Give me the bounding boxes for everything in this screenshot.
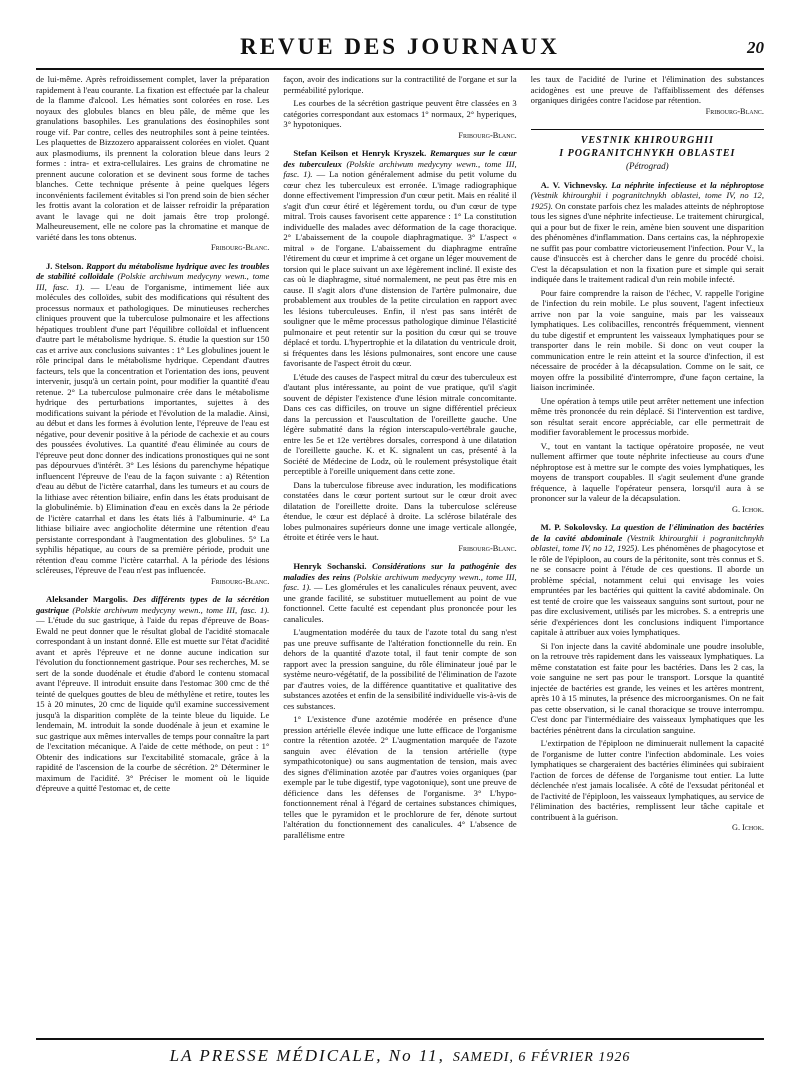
footer-date: SAMEDI, 6 FÉVRIER 1926 [452, 1050, 631, 1065]
paragraph: L'augmentation modérée du taux de l'azote total du sang n'est pas une preuve suffisante de l'altération fonctionnelle du rein. En dehors de la quantité d'azote total, il faut tenir compte de son rapport avec la pression sanguine, du rôle éliminateur joué par le système neuro-végétatif, de la possibilité de l'élimination de l'azote par d'autres voies, de la différence quantitative et qualitative des substances azotées et enfin de la sensibilité individuelle vis-à-vis de ces substances. [283, 627, 517, 711]
column-middle [283, 74, 516, 1036]
signature: Fribourg-Blanc. [211, 243, 270, 252]
signature: G. Ichok. [732, 504, 764, 514]
article-sochanski [283, 561, 516, 624]
journal-section-heading [531, 129, 764, 172]
article-source: (Polskie archiwum medycyny wewn., tome III, fasc. 1). [36, 271, 270, 292]
article-author: Aleksander Margolis. [46, 594, 128, 604]
section-city: (Pétrograd) [625, 161, 669, 171]
article-title: Remarques sur le cœur des tuberculeux [283, 148, 517, 169]
article-author: J. Stelson. [46, 260, 84, 271]
article-stelson [36, 261, 269, 576]
article-vichnevsky [531, 180, 764, 285]
page-header [36, 0, 764, 70]
paragraph: 1° L'existence d'une azotémie modérée en présence d'une pression artérielle élevée indique une lutte efficace de l'organisme contre la rétention azotée. 2° L'augmentation marquée de l'azote sanguin avec élévation de la tension artérielle (type sympathicotonique) ou sans augmentation de tension, mais avec des signes d'élimination azotée par d'autres voies organiques (par exemple par le tube digestif, type vagotonique), sont une preuve de déficience dans les défenses de l'organisme. 3° L'hypo-fonctionnement rénal à l'égard de certaines substances chimiques, telles que le pyramidon et le prochlorure de fer, dénote surtout l'altération du fonctionnement des canalicules. 4° L'absence de parallélisme entre [283, 714, 517, 840]
section-title-line2: I POGRANITCHNYKH OBLASTEI [559, 147, 736, 159]
article-title: Rapport du métabolisme hydrique avec les troubles de stabilité colloïdale [36, 260, 270, 281]
article-author: Stefan Keilson et Henryk Kryszek. [293, 148, 427, 158]
paragraph: les taux de l'acidité de l'urine et l'élimination des substances acidogènes est une preuve de l'affaiblissement des défenses organiques dirigées contre l'acidose par rétention. [530, 74, 764, 105]
paragraph: Une opération à temps utile peut arrêter nettement une infection même très prononcée du rein déplacé. Si l'intervention est tardive, son résultat serait encore appréciable, car elle permettrait de modifier favorablement le processus morbide. [530, 395, 764, 437]
article-title: Considérations sur la pathogénie des maladies des reins [283, 561, 517, 582]
paragraph: L'étude des causes de l'aspect mitral du cœur des tuberculeux est d'autant plus intéressante, au point de vue pratique, qu'il s'agit souvent de dépister l'existence d'une lésion mitrale concomitante. Dans ces cas difficiles, on trouve un signe différentiel précieux dans la percussion et l'auscultation de l'oreillette gauche. Une légère submatité dans la région interscapulo-vertébrale gauche, entre les 5e et 12e vertèbres dorsales, correspond à une dilatation de l'oreillette gauche. K. et K. signalent un cas, présenté à la Société de Médecine de Lodz, où le roulement présystolique était perceptible à l'oreille uniquement dans cette zone. [283, 371, 517, 476]
page-footer [36, 1038, 764, 1066]
paragraph: Dans la tuberculose fibreuse avec induration, les modifications constatées dans le cœur portent surtout sur le cœur droit avec dilatation de l'oreillette droite. Dans la tuberculose scléreuse étendue, le cœur est déplacé à droite. La sclérose bilatérale des lobes pulmonaires supérieurs donne une image verticale allongée, étroite et étirée vers le haut. [283, 479, 517, 542]
article-source: (Vestnik khirourghii i pogranitchnykh oblastei, tome IV, no 12, 1925). [530, 190, 764, 211]
column-left [36, 74, 269, 1036]
article-title: Des différents types de la sécrétion gastrique [36, 594, 270, 615]
paragraph: Pour faire comprendre la raison de l'échec, V. rappelle l'origine de l'infection du rein mobile. Le plus souvent, l'agent infectieux arrive non par la voie sanguine, mais par les vaisseaux lymphatiques. Les colibacilles, rencontrés fréquemment, viennent du tube digestif et empruntent les vaisseaux lymphatiques pour se transporter dans le rein mobile. Si donc on veut couper la communication entre le rein atteint et la source d'infection, il est nécessaire de procéder à la décapsulation. Comme on le sait, ce moyen offre la possibilité d'interrompre, d'une façon certaine, la liaison incriminée. [530, 287, 764, 392]
section-title-line1: VESTNIK KHIROURGHII [531, 129, 764, 147]
article-body: — Les glomérules et les canalicules rénaux peuvent, avec une grande facilité, se substituer mutuellement au point de vue fonctionnel. Cette faculté est cependant plus prononcée pour les canalicules. [283, 582, 517, 624]
article-body: — La notion généralement admise du petit volume du cœur chez les tuberculeux est erronée. L'image radiographique donne effectivement l'impression d'un cœur petit. Mais en réalité il s'agit d'un cœur étiré et légèrement tordu, ou d'un cœur de type mitral. Trois causes favorisent cette apparence : 1° La constitution individuelle des malades avec déformation de la cage thoracique. 2° L'abaissement de la coupole diaphragmatique. 3° L'aspect « mitral » de l'organe. L'abaissement du diaphragme entraîne l'étirement du cœur et imprime à cet organe un léger mouvement de torsion qui le place suivant un axe légèrement incliné. Il existe des cas où le diaphragme, situé normalement, ne peut pas être mis en cause. Il s'agit alors d'une distension de l'artère pulmonaire, due probablement aux troubles de la petite circulation en rapport avec les lésions tuberculeuses. Enfin, il n'est pas sans intérêt de souligner que le même processus pathologique diminue l'élasticité pulmonaire et peut retentir sur la position du cœur qui se trouve déplacé et tordu. L'hypertrophie et la dilatation du ventricule droit, si fréquentes dans les lésions pulmonaires, sont encore une cause favorisante de l'aspect étroit du cœur. [283, 169, 517, 368]
article-source: (Polskie archiwum medycyny wewn., tome III, fasc. 1). [72, 604, 270, 615]
article-author: M. P. Sokolovsky. [540, 522, 608, 532]
signature: Fribourg-Blanc. [211, 576, 270, 586]
column-right [531, 74, 764, 1036]
paragraph: V., tout en vantant la tactique opératoire proposée, ne veut nullement affirmer que toute néphrite infectieuse au cours d'une néphroptose est à mettre sur le compte des voies lymphatiques, les moyens de transport coupables. Il s'agit seulement d'une grande fréquence, à laquelle l'opérateur pensera, lorsqu'il aura à se prononcer sur la valeur de la décapsulation. [530, 440, 764, 503]
page-number: 20 [747, 38, 764, 57]
article-source: (Polskie archiwum medycyny wewn., tome III, fasc. 1). [283, 158, 517, 179]
article-body: Les phénomènes de phagocytose et le rôle de l'épiploon, au cours de la péritonite, sont très connus et S. ne se consacre point à l'étude de ces questions. Il aborde un problème spécial, notamment celui qui envisage les voies empruntées par les bactéries qui quittent la cavité abdominale. On est tenté de croire que les vaisseaux sanguins sont surtout, pour ne pas dire exclusivement, utilisés par les microbes. S. a entrepris une série d'expériences dont les conclusions indiquent l'importance capitale à attribuer aux voies lymphatiques. [530, 543, 764, 637]
footer-journal: LA PRESSE MÉDICALE, No 11, [169, 1046, 445, 1065]
running-title: REVUE DES JOURNAUX [240, 34, 560, 59]
article-source: (Polskie archiwum medycyny wewn., tome III, fasc. 1). [283, 571, 517, 592]
paragraph: façon, avoir des indications sur la contractilité de l'organe et sur la perméabilité pylorique. [283, 74, 517, 95]
article-title: La néphrite infectieuse et la néphroptose [611, 179, 764, 190]
paragraph: L'extirpation de l'épiploon ne diminuerait nullement la capacité de l'organisme de lutter contre l'infection abdominale. Les voies lymphatiques se chargeraient des bactéries éliminées qui subiraient l'action de forces de défense de l'organisme tout entier. La lutte déclenchée n'est jamais localisée. A côté de l'exsudat péritonéal et de l'activité de l'épiploon, les vaisseaux lymphatiques, au service de l'élimination des bactéries, remplissent leur tâche capitale et contribuent à la guérison. [530, 738, 764, 822]
article-margolis [36, 594, 269, 794]
paragraph: de lui-même. Après refroidissement complet, laver la préparation rapidement à l'eau courante. La fixation est effectuée par la chaleur de la flamme d'alcool. Les hématies sont colorées en rose. Les noyaux des globules blancs en bleu pâle, de même que les granulations basophiles. Les granulations des éosinophiles sont rouge vif. Par contre, celles des neutrophiles sont à peine teintées. Les plaquettes de Bizzozero apparaissent colorées en violet. Quant aux plasmodiums, ils prennent la coloration bleue dans leurs 2 formes : intra- et extra-cellulaires. Les grains de chromatine ne prennent aucune coloration et se devinent sous forme de taches blanches. Cette technique présente à peine quelques légers inconvénients facilement évitables si l'on prend soin de bien sécher les frottis avant la coloration et de laisser refroidir la préparation avant le lavage qui ne doit jamais être trop prolongé. Malheureusement, elle ne colore pas la chromatine et manque de variété dans les tons obtenus. [36, 74, 270, 242]
article-keilson [283, 148, 516, 369]
article-author: Henryk Sochanski. [293, 561, 367, 571]
article-sokolovsky [531, 522, 764, 638]
article-source: (Vestnik khirourghii i pogranitchnykh oblastei, tome IV, no 12, 1925). [530, 532, 764, 553]
article-body: — L'eau de l'organisme, intimement liée aux molécules des colloïdes, subit des modifications qui résultent des processus normaux et pathologiques. De minutieuses recherches cliniques prouvent que la tuberculose pulmonaire et les affections hépatiques troublent d'une part l'équilibre colloïdal et influencent d'autre part le métabolisme hydrique. S. étudie la question sur 150 cas et arrive aux conclusions suivantes : 1° Les globulines jouent le rôle principal dans le métabolisme hydrique. Cependant d'autres facteurs, tels que la concentration et l'orientation des ions, peuvent intervenir, jusqu'à un certain point, pour modifier la quantité d'eau retenue. 2° La tuberculose pulmonaire crée dans le métabolisme hydrique des perturbations importantes, sujettes à des modifications suivant la période et l'évolution de la maladie. Ainsi, au début et dans les formes à évolution lente, l'épreuve de l'eau est négative, pour devenir positive à la période de cachexie et au cours des poussées évolutives. La quantité d'eau éliminée au cours de l'épreuve peut donc donner des indications pronostiques qui ne sont pas dépourvues d'intérêt. 3° Les lésions du parenchyme hépatique influencent l'épreuve de l'eau de la façon suivante : a) Rétention d'eau au début de l'ictère catarrhal, dans les tumeurs et au cours de la lithiase avec rétention biliaire, enfin dans les états produisant de la globulinémie. b) Elimination d'eau en excès dans la 2e période de l'ictère catarrhal et dans les états liés à l'albuminurie. 4° La lithiase biliaire avec angiocholite détermine une rétention d'eau persistante correspondant à l'augmentation des globulines. 5° La syphilis hépatique, au cours de sa première période, produit une rétention d'eau comme l'ictère catarrhal. A la période des lésions scléreuses, l'épreuve de l'eau n'est pas influencée. [36, 281, 270, 575]
article-body: — L'étude du suc gastrique, à l'aide du repas d'épreuve de Boas-Ewald ne peut donner que le résultat global de l'acidité stomacale correspondant à un instant donné. Elle est muette sur l'état d'acidité avant et après l'épreuve et ne donne aucune indication sur l'évolution du fonctionnement gastrique. Pour ses recherches, M. se sert de la sonde duodénale et étudie d'abord le contenu stomacal avant l'épreuve. Il introduit ensuite dans l'estomac 300 cmc de thé teinté de quelques gouttes de bleu de méthylène et retire, toutes les 15 à 20 minutes, 20 cmc de liquide qu'il examine successivement jusqu'à la disparition complète de la teinte bleue du liquide. Le lendemain, M. introduit la sonde duodénale à jeun et examine le suc gastrique aux mêmes intervalles de temps pour connaître la part de l'excitation mécanique. A l'aide de cette méthode, on peut : 1° Obtenir des indications sur l'excitabilité stomacale, grâce à la rapidité de l'ascension de la courbe de sécrétion. 2° Déterminer le maximum de l'acidité. 3° Préciser le moment où le liquide d'épreuve a quitté l'estomac et, de cette [36, 615, 270, 793]
signature: Fribourg-Blanc. [705, 106, 764, 116]
text-columns [36, 74, 764, 1036]
signature: G. Ichok. [732, 823, 764, 832]
signature: Fribourg-Blanc. [458, 130, 517, 140]
signature: Fribourg-Blanc. [458, 543, 517, 553]
paragraph: Les courbes de la sécrétion gastrique peuvent être classées en 3 catégories correspondant aux estomacs 1° normaux, 2° hyperiques, 3° hypotoniques. [283, 98, 517, 129]
article-body: On constate parfois chez les malades atteints de néphroptose tous les signes d'une néphrite infectieuse. Le traitement chirurgical, qui a pour but de fixer le rein, amène bien souvent une disparition des phénomènes d'inflammation. Dans certains cas, la néphropexie ne suffit pas pour combattre victorieusement l'infection. Pour V., la cause d'insuccès est à chercher dans le genre du procédé choisi. C'est la décapsulation et non la fixation pure et simple qui serait indiquée dans le traitement radical d'un rein mobile infecté. [530, 200, 764, 284]
paragraph: Si l'on injecte dans la cavité abdominale une poudre insoluble, on la retrouve très rapidement dans les vaisseaux lymphatiques. La même constatation est faite pour les bactéries. Dans les 2 cas, la voie sanguine ne sert pas pour le transport. Lorsque la quantité injectée de bactéries est grande, les veines et les artères montrent, après 10 à 15 minutes, la présence des microorganismes. On ne fait pas cette observation, si le canal thoracique se trouve interrompu. C'est donc par l'intermédiaire des vaisseaux lymphatiques que les bactéries pénètrent dans la circulation sanguine. [530, 640, 764, 735]
article-author: A. V. Vichnevsky. [540, 179, 608, 190]
article-title: La question de l'élimination des bactéries de la cavité abdominale [530, 522, 764, 543]
